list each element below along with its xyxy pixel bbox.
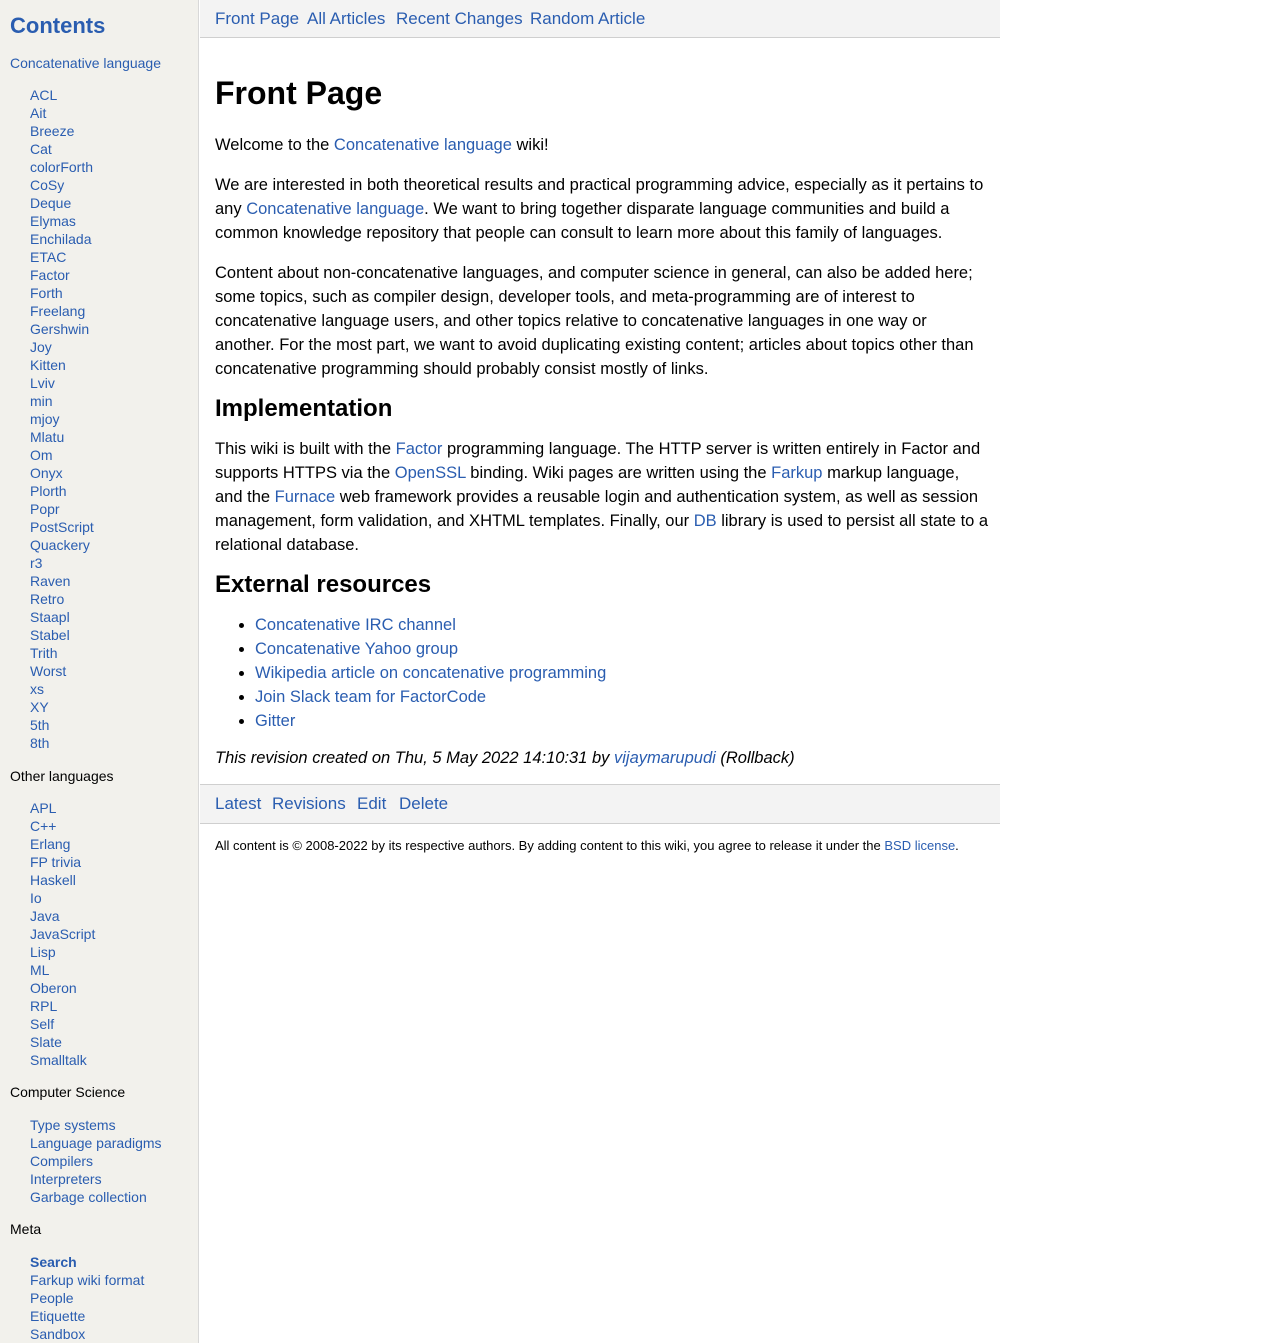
text: library is used to persist all state to a relational database. — [215, 512, 989, 554]
list-item — [30, 284, 94, 302]
action-revisions[interactable]: Revisions — [272, 794, 346, 813]
list-item — [30, 608, 94, 626]
sidebar-item-worst[interactable]: Worst — [30, 663, 67, 679]
sidebar-item-apl[interactable]: APL — [30, 800, 57, 816]
sidebar-item-r3[interactable]: r3 — [30, 555, 43, 571]
list-item — [30, 266, 94, 284]
list-item — [30, 1170, 162, 1188]
sidebar-item-trith[interactable]: Trith — [30, 645, 58, 661]
list-item — [30, 925, 95, 943]
sidebar-computer-science-list — [30, 1116, 162, 1206]
sidebar-item-rpl[interactable]: RPL — [30, 998, 58, 1014]
list-item — [30, 662, 94, 680]
sidebar-item-language-paradigms[interactable]: Language paradigms — [30, 1135, 162, 1151]
sidebar-item-smalltalk[interactable]: Smalltalk — [30, 1052, 87, 1068]
list-item — [30, 482, 94, 500]
sidebar-item-farkup-wiki-format[interactable]: Farkup wiki format — [30, 1272, 145, 1288]
link-revision-user[interactable]: vijaymarupudi — [613, 749, 716, 767]
sidebar-item-oberon[interactable]: Oberon — [30, 980, 77, 996]
sidebar-item-ait[interactable]: Ait — [30, 105, 47, 121]
sidebar-meta-list — [30, 1253, 144, 1343]
sidebar-title: Contents — [10, 13, 106, 38]
sidebar-other-languages-list — [30, 799, 95, 1069]
sidebar-item-erlang[interactable]: Erlang — [30, 836, 71, 852]
list-item — [30, 230, 94, 248]
sidebar-item-factor[interactable]: Factor — [30, 267, 70, 283]
nav-random-article[interactable]: Random Article — [530, 9, 646, 28]
sidebar-item-xy[interactable]: XY — [30, 699, 49, 715]
list-item — [30, 716, 94, 734]
action-edit[interactable]: Edit — [357, 794, 387, 813]
sidebar-item-min[interactable]: min — [30, 393, 53, 409]
text: All content is © 2008-2022 by its respective authors. By adding content to this wiki, you agree to release it under the — [215, 838, 885, 853]
list-item — [30, 644, 94, 662]
sidebar-item-haskell[interactable]: Haskell — [30, 872, 76, 888]
list-item — [30, 446, 94, 464]
text: (Rollback) — [715, 749, 795, 767]
sidebar-item-javascript[interactable]: JavaScript — [30, 926, 96, 942]
list-item — [30, 979, 95, 997]
list-item — [30, 907, 95, 925]
list-item — [30, 320, 94, 338]
sidebar-item-stabel[interactable]: Stabel — [30, 627, 70, 643]
list-item — [30, 1033, 95, 1051]
list-item — [30, 961, 95, 979]
text: programming language. The HTTP server is written entirely in Factor and supports HTTPS via the — [215, 440, 981, 482]
list-item — [30, 1271, 144, 1289]
sidebar-heading-other-languages: Other languages — [10, 768, 114, 784]
sidebar-item-onyx[interactable]: Onyx — [30, 465, 63, 481]
external-link-gitter[interactable]: Gitter — [255, 712, 296, 730]
text: markup language, and the — [215, 464, 960, 506]
link-openssl[interactable]: OpenSSL — [394, 464, 466, 482]
sidebar-item-popr[interactable]: Popr — [30, 501, 60, 517]
sidebar-item-people[interactable]: People — [30, 1290, 74, 1306]
sidebar-item-slate[interactable]: Slate — [30, 1034, 62, 1050]
sidebar-item-compilers[interactable]: Compilers — [30, 1153, 94, 1169]
sidebar-item-staapl[interactable]: Staapl — [30, 609, 70, 625]
list-item — [255, 709, 606, 733]
sidebar-item-fp-trivia[interactable]: FP trivia — [30, 854, 82, 870]
nav-all-articles[interactable]: All Articles — [307, 9, 386, 28]
sidebar-link-concatenative-language[interactable]: Concatenative language — [10, 55, 162, 71]
sidebar-item-quackery[interactable]: Quackery — [30, 537, 90, 553]
list-item — [30, 302, 94, 320]
list-item — [30, 853, 95, 871]
sidebar-item-acl[interactable]: ACL — [30, 87, 58, 103]
link-furnace[interactable]: Furnace — [274, 488, 336, 506]
list-item — [30, 554, 94, 572]
nav-recent-changes[interactable]: Recent Changes — [396, 9, 523, 28]
list-item — [255, 685, 606, 709]
sidebar-item-garbage-collection[interactable]: Garbage collection — [30, 1189, 147, 1205]
sidebar-item-5th[interactable]: 5th — [30, 717, 50, 733]
sidebar-item-etac[interactable]: ETAC — [30, 249, 67, 265]
sidebar-item-java[interactable]: Java — [30, 908, 60, 924]
nav-front-page[interactable]: Front Page — [215, 9, 300, 28]
sidebar-item-cat[interactable]: Cat — [30, 141, 52, 157]
sidebar-item-cosy[interactable]: CoSy — [30, 177, 65, 193]
link-db[interactable]: DB — [693, 512, 717, 530]
link-farkup[interactable]: Farkup — [771, 464, 823, 482]
sidebar-item-deque[interactable]: Deque — [30, 195, 72, 211]
text: We are interested in both theoretical results and practical programming advice, especially as it pertains to any — [215, 176, 984, 218]
content-paragraph: Content about non-concatenative languages, and computer science in general, can also be added here; some topics, such as compiler design, developer tools, and meta-programming are of interest to concatenative language users, and other topics relative to concatenative languages in one way or another. For the most part, we want to avoid duplicating existing content; articles about topics other than concatenative programming should probably consist mostly of links. — [215, 264, 974, 378]
sidebar-item-elymas[interactable]: Elymas — [30, 213, 76, 229]
list-item — [255, 661, 606, 685]
sidebar-item-type-systems[interactable]: Type systems — [30, 1117, 116, 1133]
list-item — [30, 158, 94, 176]
sidebar-item-lviv[interactable]: Lviv — [30, 375, 55, 391]
list-item — [30, 1253, 144, 1271]
action-latest[interactable]: Latest — [215, 794, 262, 813]
list-item — [30, 1289, 144, 1307]
sidebar-heading-meta: Meta — [10, 1221, 42, 1237]
list-item — [30, 590, 94, 608]
list-item — [255, 637, 606, 661]
revision-info — [215, 746, 795, 770]
sidebar-item-lisp[interactable]: Lisp — [30, 944, 56, 960]
sidebar — [0, 0, 199, 1343]
link-bsd-license[interactable]: BSD license — [884, 838, 956, 853]
list-item — [30, 871, 95, 889]
list-item — [30, 410, 94, 428]
text: This revision created on Thu, 5 May 2022 14:10:31 by — [215, 749, 614, 767]
list-item — [30, 338, 94, 356]
list-item — [30, 734, 94, 752]
list-item — [255, 613, 606, 637]
list-item — [30, 248, 94, 266]
welcome-paragraph — [215, 133, 990, 157]
external-link-concatenative-irc-channel[interactable]: Concatenative IRC channel — [255, 616, 456, 634]
list-item — [30, 626, 94, 644]
list-item — [30, 1188, 162, 1206]
sidebar-item-io[interactable]: Io — [30, 890, 42, 906]
list-item — [30, 698, 94, 716]
link-factor[interactable]: Factor — [395, 440, 443, 458]
list-item — [30, 572, 94, 590]
list-item — [30, 835, 95, 853]
list-item — [30, 1325, 144, 1343]
list-item — [30, 194, 94, 212]
external-resources-list — [215, 613, 606, 733]
list-item — [30, 104, 94, 122]
sidebar-item-joy[interactable]: Joy — [30, 339, 52, 355]
sidebar-item-c[interactable]: C++ — [30, 818, 57, 834]
list-item — [30, 518, 94, 536]
sidebar-item-search[interactable]: Search — [30, 1254, 77, 1270]
text: Welcome to the — [215, 136, 334, 154]
list-item — [30, 889, 95, 907]
page-title: Front Page — [215, 75, 383, 111]
list-item — [30, 140, 94, 158]
list-item — [30, 943, 95, 961]
implementation-paragraph — [215, 437, 990, 557]
list-item — [30, 176, 94, 194]
heading-external-resources: External resources — [215, 571, 432, 598]
text: . — [955, 838, 959, 853]
sidebar-item-breeze[interactable]: Breeze — [30, 123, 75, 139]
sidebar-item-mlatu[interactable]: Mlatu — [30, 429, 65, 445]
sidebar-item-8th[interactable]: 8th — [30, 735, 50, 751]
list-item — [30, 464, 94, 482]
sidebar-item-colorforth[interactable]: colorForth — [30, 159, 94, 175]
top-navigation — [200, 0, 1000, 38]
list-item — [30, 817, 95, 835]
sidebar-item-sandbox[interactable]: Sandbox — [30, 1326, 86, 1342]
list-item — [30, 500, 94, 518]
list-item — [30, 1134, 162, 1152]
list-item — [30, 86, 94, 104]
text: This wiki is built with the — [215, 440, 396, 458]
list-item — [30, 997, 95, 1015]
sidebar-item-xs[interactable]: xs — [30, 681, 44, 697]
sidebar-item-kitten[interactable]: Kitten — [30, 357, 66, 373]
sidebar-item-gershwin[interactable]: Gershwin — [30, 321, 90, 337]
list-item — [30, 1152, 162, 1170]
list-item — [30, 212, 94, 230]
sidebar-item-ml[interactable]: ML — [30, 962, 50, 978]
text: web framework provides a reusable login and authentication system, as well as session management, form validation, and XHTML templates. Finally, our — [215, 488, 979, 530]
sidebar-item-om[interactable]: Om — [30, 447, 53, 463]
article-actions — [200, 784, 1000, 824]
sidebar-concatenative-list — [30, 86, 94, 752]
action-delete[interactable]: Delete — [399, 794, 449, 813]
list-item — [30, 122, 94, 140]
sidebar-item-enchilada[interactable]: Enchilada — [30, 231, 92, 247]
list-item — [30, 392, 94, 410]
sidebar-item-mjoy[interactable]: mjoy — [30, 411, 60, 427]
list-item — [30, 1015, 95, 1033]
list-item — [30, 356, 94, 374]
heading-implementation: Implementation — [215, 395, 393, 422]
text: wiki! — [511, 136, 549, 154]
external-link-wikipedia-article-on-concatenative-programming[interactable]: Wikipedia article on concatenative programming — [255, 664, 607, 682]
footer — [215, 837, 959, 854]
sidebar-item-forth[interactable]: Forth — [30, 285, 63, 301]
list-item — [30, 1307, 144, 1325]
link-concatenative-language[interactable]: Concatenative language — [333, 136, 512, 154]
list-item — [30, 1051, 95, 1069]
sidebar-item-freelang[interactable]: Freelang — [30, 303, 86, 319]
list-item — [30, 1116, 162, 1134]
list-item — [30, 680, 94, 698]
list-item — [30, 536, 94, 554]
sidebar-item-postscript[interactable]: PostScript — [30, 519, 94, 535]
link-concatenative-language-2[interactable]: Concatenative language — [246, 200, 425, 218]
external-link-join-slack-team-for-factorcode[interactable]: Join Slack team for FactorCode — [255, 688, 487, 706]
list-item — [30, 428, 94, 446]
list-item — [30, 799, 95, 817]
text: . We want to bring together disparate language communities and build a common knowledge repository that people can consult to learn more about this family of languages. — [215, 200, 950, 242]
sidebar-item-retro[interactable]: Retro — [30, 591, 65, 607]
text: binding. Wiki pages are written using the — [465, 464, 772, 482]
sidebar-heading-computer-science: Computer Science — [10, 1084, 126, 1100]
sidebar-item-self[interactable]: Self — [30, 1016, 55, 1032]
sidebar-item-interpreters[interactable]: Interpreters — [30, 1171, 102, 1187]
sidebar-item-plorth[interactable]: Plorth — [30, 483, 67, 499]
external-link-concatenative-yahoo-group[interactable]: Concatenative Yahoo group — [255, 640, 459, 658]
sidebar-item-raven[interactable]: Raven — [30, 573, 71, 589]
list-item — [30, 374, 94, 392]
interest-paragraph — [215, 173, 990, 245]
sidebar-item-etiquette[interactable]: Etiquette — [30, 1308, 86, 1324]
